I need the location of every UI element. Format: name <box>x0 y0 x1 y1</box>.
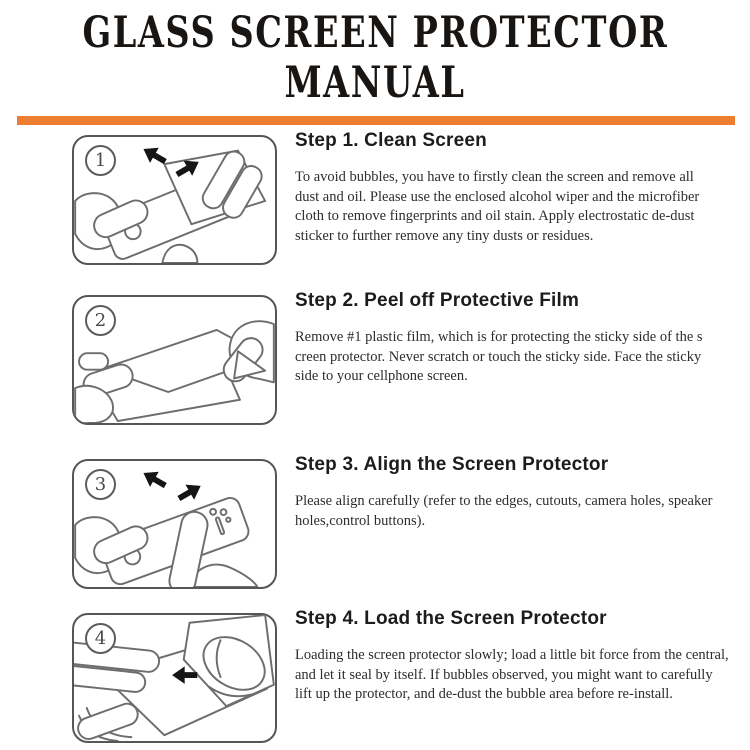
step1-number-badge: 1 <box>85 145 116 176</box>
step1-figure <box>72 135 277 265</box>
step2-body <box>295 328 745 387</box>
step1-heading: Step 1. Clean Screen <box>295 130 487 151</box>
step4-number-badge: 4 <box>85 623 116 654</box>
step1-body <box>295 168 745 246</box>
body-line: dust and oil. Please use the enclosed alcohol wiper and the microfiber <box>295 188 700 205</box>
step3-heading: Step 3. Align the Screen Protector <box>295 454 609 475</box>
step1-text <box>295 130 745 246</box>
align-arrow-left-icon <box>139 465 170 493</box>
step4-body <box>295 646 745 705</box>
palm-drawing <box>190 565 258 587</box>
step-row-3 <box>72 454 750 589</box>
steps-list <box>0 125 750 743</box>
accent-divider-bar <box>17 116 735 125</box>
step-row-4 <box>72 608 750 743</box>
step3-text <box>295 454 745 531</box>
left-thumb-drawing <box>75 701 141 741</box>
body-line: side to your cellphone screen. <box>295 368 468 384</box>
body-line: cloth to remove fingerprints and oil stain. Apply electrostatic de-dust <box>295 208 695 224</box>
body-line: Loading the screen protector slowly; load a little bit force from the central, <box>295 647 729 663</box>
step2-number-badge: 2 <box>85 305 116 336</box>
step4-heading: Step 4. Load the Screen Protector <box>295 608 607 629</box>
page-title-line1: GLASS SCREEN PROTECTOR <box>82 8 669 58</box>
step-row-2 <box>72 290 750 425</box>
body-line: To avoid bubbles, you have to firstly clean the screen and remove all <box>295 169 694 185</box>
body-line: creen protector. Never scratch or touch the sticky side. Face the sticky <box>295 348 702 365</box>
page-header <box>0 0 750 108</box>
step4-figure <box>72 613 277 743</box>
body-line: Please align carefully (refer to the edges, cutouts, camera holes, speaker <box>295 493 713 509</box>
step-row-1 <box>72 130 750 265</box>
align-arrow-right-icon <box>175 478 206 506</box>
step3-figure <box>72 459 277 589</box>
step4-text <box>295 608 745 705</box>
body-line: Remove #1 plastic film, which is for protecting the sticky side of the s <box>295 329 703 345</box>
body-line: holes,control buttons). <box>295 512 426 529</box>
body-line: and let it seal by itself. If bubbles observed, you might want to carefully <box>295 666 713 683</box>
step2-heading: Step 2. Peel off Protective Film <box>295 290 580 311</box>
step2-figure <box>72 295 277 425</box>
step3-body <box>295 492 745 531</box>
step3-number-badge: 3 <box>85 469 116 500</box>
body-line: sticker to further remove any tiny dusts or residues. <box>295 227 594 244</box>
body-line: lift up the protector, and de-dust the bubble area before re-install. <box>295 686 673 702</box>
step2-text <box>295 290 745 387</box>
page-title-line2: MANUAL <box>284 58 466 108</box>
